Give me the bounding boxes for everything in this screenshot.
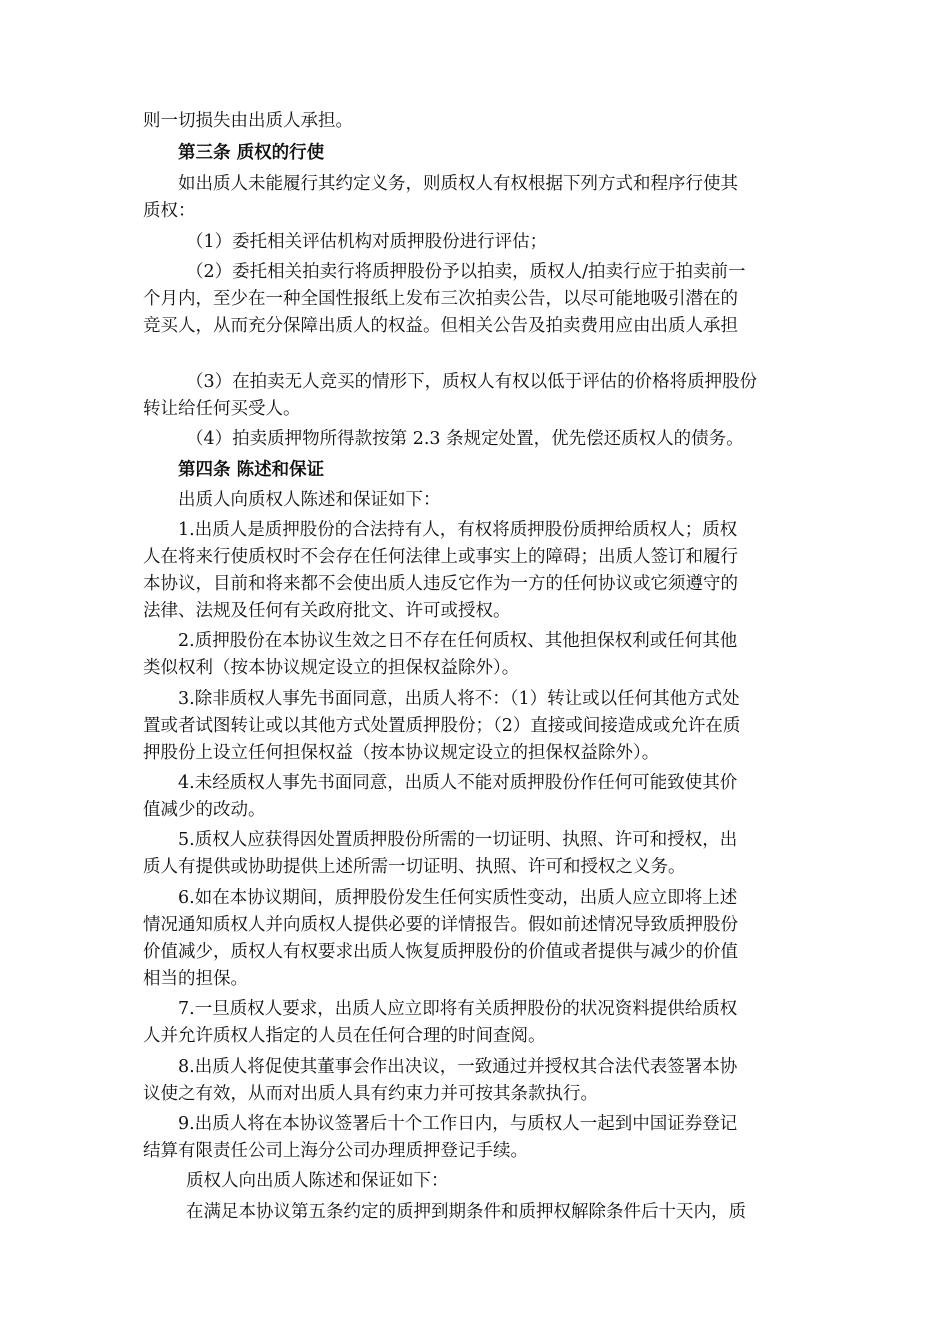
text-line: 7.一旦质权人要求，出质人应立即将有关质押股份的状况资料提供给质权 [178,999,738,1019]
text-line: （1）委托相关评估机构对质押股份进行评估； [186,232,548,252]
text-line: 8.出质人将促使其董事会作出决议，一致通过并授权其合法代表签署本协 [178,1057,738,1077]
text-line: 类似权利（按本协议规定设立的担保权益除外）。 [143,658,520,678]
text-line: 结算有限责任公司上海分公司办理质押登记手续。 [143,1141,528,1161]
text-line: （2）委托相关拍卖行将质押股份予以拍卖，质权人/拍卖行应于拍卖前一 [186,262,746,282]
text-line: 质权人向出质人陈述和保证如下： [186,1171,449,1191]
article-4-heading: 第四条 陈述和保证 [178,460,325,480]
text-line: 4.未经质权人事先书面同意，出质人不能对质押股份作任何可能致使其价 [178,773,738,793]
text-line: 竞买人，从而充分保障出质人的权益。但相关公告及拍卖费用应由出质人承担 [143,316,738,336]
article-3-heading: 第三条 质权的行使 [178,143,325,163]
text-line: 1.出质人是质押股份的合法持有人，有权将质押股份质押给质权人；质权 [178,520,738,540]
text-line: 押股份上设立任何担保权益（按本协议规定设立的担保权益除外）。 [143,743,660,763]
text-line: 6.如在本协议期间，质押股份发生任何实质性变动，出质人应立即将上述 [178,888,738,908]
text-line: 情况通知质权人并向质权人提供必要的详情报告。假如前述情况导致质押股份 [143,915,738,935]
text-line: 9.出质人将在本协议签署后十个工作日内，与质权人一起到中国证券登记 [178,1114,738,1134]
text-line: 议使之有效，从而对出质人具有约束力并可按其条款执行。 [143,1084,598,1104]
text-line: 人并允许质权人指定的人员在任何合理的时间查阅。 [143,1026,546,1046]
text-line: 本协议，目前和将来都不会使出质人违反它作为一方的任何协议或它须遵守的 [143,574,738,594]
text-line: 3.除非质权人事先书面同意，出质人将不：（1）转让或以任何其他方式处 [178,689,740,709]
text-line: 如出质人未能履行其约定义务，则质权人有权根据下列方式和程序行使其 [178,174,738,194]
text-line: 法律、法规及任何有关政府批文、许可或授权。 [143,601,511,621]
text-line: 质权： [143,201,196,221]
text-line: 出质人向质权人陈述和保证如下： [178,490,441,510]
text-line: （4）拍卖质押物所得款按第 2.3 条规定处置，优先偿还质权人的债务。 [186,429,744,449]
text-line: （3）在拍卖无人竞买的情形下，质权人有权以低于评估的价格将质押股份 [186,372,758,392]
text-line: 置或者试图转让或以其他方式处置质押股份；（2）直接或间接造成或允许在质 [143,716,741,736]
text-line: 价值减少，质权人有权要求出质人恢复质押股份的价值或者提供与减少的价值 [143,942,738,962]
text-line: 值减少的改动。 [143,800,266,820]
text-line: 5.质权人应获得因处置质押股份所需的一切证明、执照、许可和授权，出 [178,830,738,850]
text-line: 在满足本协议第五条约定的质押到期条件和质押权解除条件后十天内，质 [186,1202,746,1222]
text-line: 人在将来行使质权时不会存在任何法律上或事实上的障碍；出质人签订和履行 [143,547,738,567]
text-line: 2.质押股份在本协议生效之日不存在任何质权、其他担保权利或任何其他 [178,631,738,651]
text-line: 质人有提供或协助提供上述所需一切证明、执照、许可和授权之义务。 [143,857,686,877]
text-line: 转让给任何买受人。 [143,399,301,419]
text-line: 个月内，至少在一种全国性报纸上发布三次拍卖公告，以尽可能地吸引潜在的 [143,289,738,309]
text-line: 则一切损失由出质人承担。 [143,111,353,131]
text-line: 相当的担保。 [143,969,248,989]
